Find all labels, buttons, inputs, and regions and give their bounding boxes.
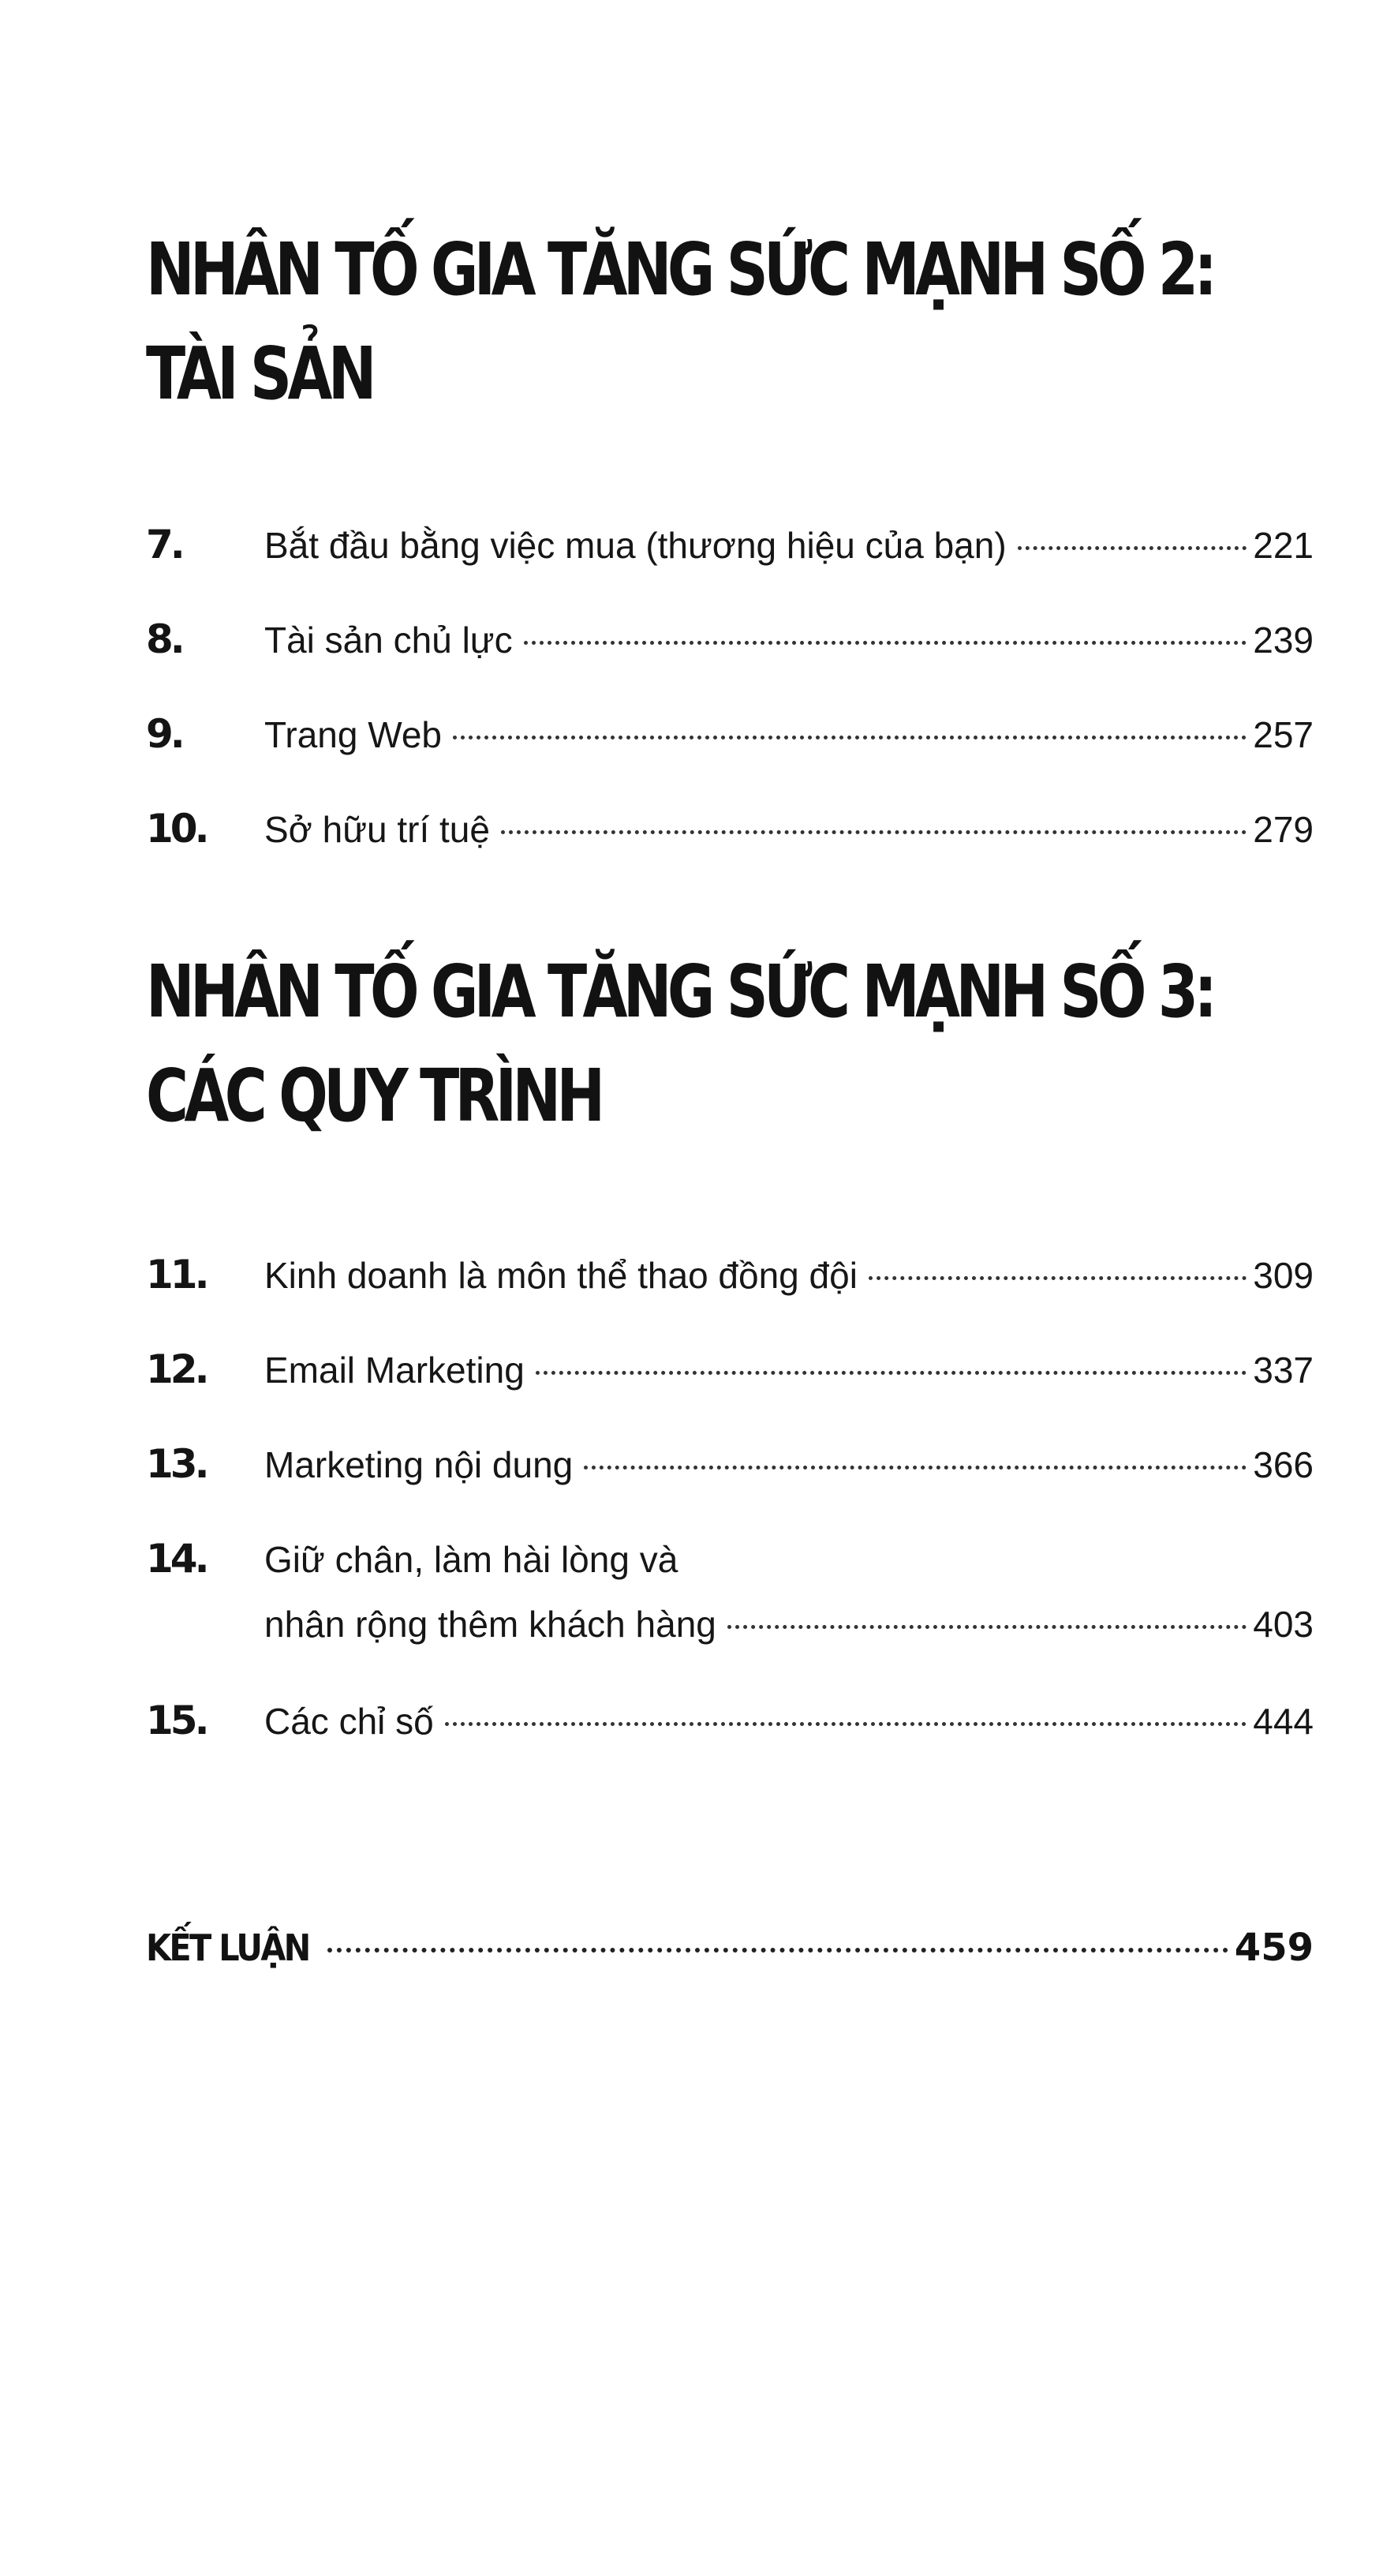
page-number: 337	[1253, 1350, 1314, 1391]
chapter-number: 12.	[146, 1346, 207, 1392]
page-number: 279	[1253, 809, 1314, 850]
chapter-title: Marketing nội dung	[264, 1444, 574, 1485]
toc-entry-7[interactable]	[146, 521, 1314, 568]
dot-leader	[536, 1371, 1247, 1375]
part-3-heading-line-1: NHÂN TỐ GIA TĂNG SỨC MẠNH SỐ 3:	[146, 949, 1213, 1034]
dot-leader	[445, 1722, 1247, 1726]
toc-entry-10[interactable]	[146, 805, 1314, 852]
dot-leader	[501, 830, 1247, 834]
part-3-section	[146, 949, 1314, 1743]
part-2-section	[146, 227, 1314, 852]
dot-leader	[453, 736, 1247, 739]
part-2-heading-line-1: NHÂN TỐ GIA TĂNG SỨC MẠNH SỐ 2:	[146, 227, 1213, 312]
page-number: 221	[1253, 525, 1314, 566]
part-2-chapter-list	[146, 521, 1314, 852]
part-2-heading-line-2: TÀI SẢN	[146, 331, 372, 416]
chapter-number: 14.	[146, 1536, 207, 1582]
page-number: 366	[1253, 1444, 1314, 1485]
toc-entry-9[interactable]	[146, 710, 1314, 758]
toc-entry-conclusion[interactable]	[146, 1926, 1314, 1976]
chapter-title-line-1: Giữ chân, làm hài lòng và	[264, 1539, 678, 1580]
chapter-title: Sở hữu trí tuệ	[264, 809, 490, 850]
dot-leader	[869, 1276, 1247, 1280]
conclusion-label: KẾT LUẬN	[146, 1926, 309, 1969]
part-3-heading	[146, 949, 1213, 1138]
page-number: 459	[1234, 1926, 1314, 1970]
page-number: 257	[1253, 714, 1314, 755]
toc-entry-14[interactable]	[146, 1601, 1314, 1648]
page-number: 403	[1253, 1604, 1314, 1645]
dot-leader	[727, 1625, 1247, 1629]
dot-leader	[1018, 546, 1247, 550]
page-number: 239	[1253, 620, 1314, 661]
dot-leader	[524, 641, 1247, 645]
chapter-title: Trang Web	[264, 714, 442, 755]
dot-leader	[327, 1948, 1228, 1953]
chapter-title: Các chỉ số	[264, 1701, 434, 1742]
toc-entry-15[interactable]	[146, 1697, 1314, 1744]
chapter-number: 13.	[146, 1441, 207, 1487]
chapter-number: 8.	[146, 616, 182, 662]
part-2-heading	[146, 227, 1213, 416]
chapter-number: 15.	[146, 1698, 207, 1743]
chapter-number: 11.	[146, 1252, 207, 1297]
toc-entry-14-first-line[interactable]	[146, 1535, 1314, 1582]
chapter-title: Bắt đầu bằng việc mua (thương hiệu của bạn)	[264, 525, 1007, 566]
toc-entry-12[interactable]	[146, 1346, 1314, 1393]
chapter-number: 7.	[146, 522, 182, 567]
toc-entry-8[interactable]	[146, 616, 1314, 663]
part-3-heading-line-2: CÁC QUY TRÌNH	[146, 1054, 601, 1138]
chapter-title-line-2: nhân rộng thêm khách hàng	[264, 1604, 716, 1645]
page-number: 309	[1253, 1255, 1314, 1296]
page-number: 444	[1253, 1701, 1314, 1742]
chapter-number: 9.	[146, 711, 182, 757]
dot-leader	[584, 1466, 1247, 1470]
chapter-number: 10.	[146, 806, 207, 852]
chapter-title: Email Marketing	[264, 1350, 525, 1391]
chapter-title: Kinh doanh là môn thể thao đồng đội	[264, 1255, 858, 1296]
chapter-title: Tài sản chủ lực	[264, 620, 513, 661]
toc-entry-11[interactable]	[146, 1251, 1314, 1298]
toc-entry-13[interactable]	[146, 1440, 1314, 1488]
